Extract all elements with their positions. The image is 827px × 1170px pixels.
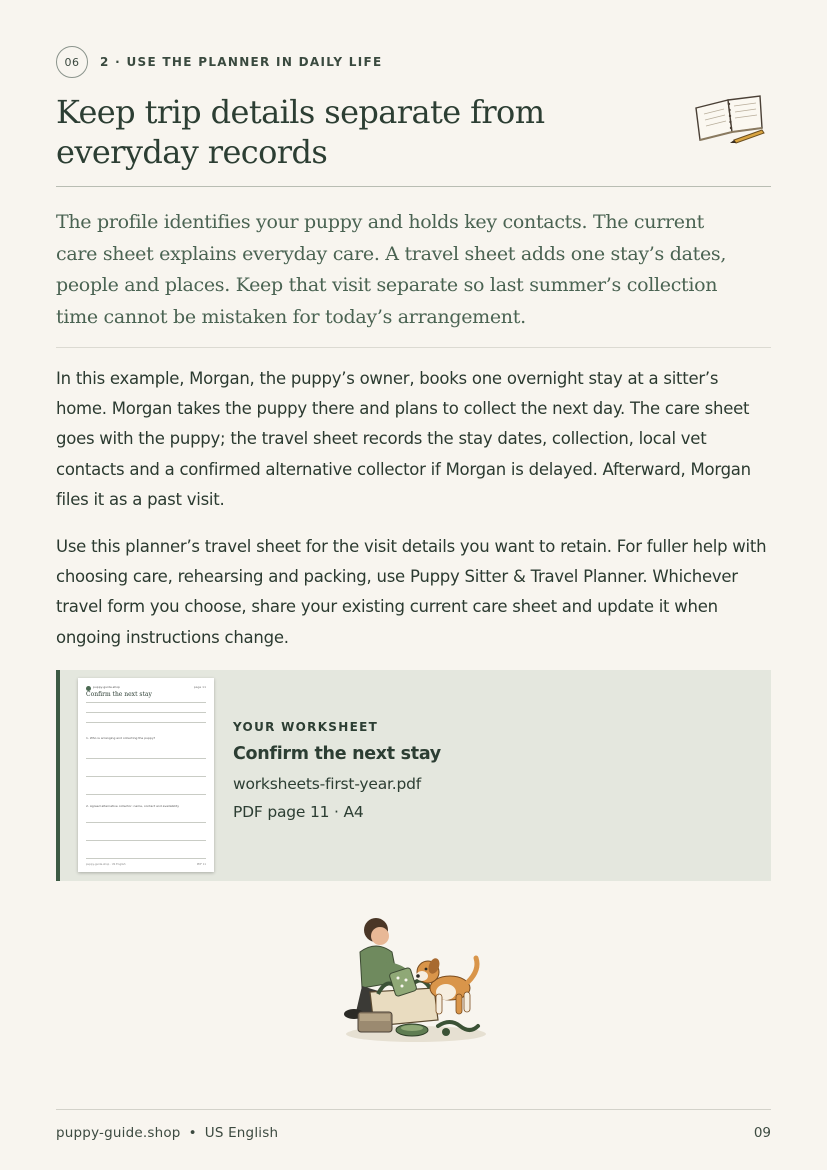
body-paragraph-example: In this example, Morgan, the puppy’s owner, books one overnight stay at a sitter’s home. Morgan takes the puppy there and plans to collect the next day. The care sheet goes with the puppy; the travel sheet records the stay dates, collection, local vet contacts and a confirmed alternative collector if Morgan is delayed. Afterward, Morgan files it as a past visit. (56, 369, 751, 509)
thumbnail-rule (86, 822, 206, 823)
thumbnail-rule (86, 776, 206, 777)
notebook-pencil-icon (690, 88, 770, 146)
thumbnail-rule (86, 722, 206, 723)
lead-paragraph: The profile identifies your puppy and holds key contacts. The current care sheet explains everyday care. A travel sheet adds one stay’s dates, people and places. Keep that visit separate so last summer’s collection time cannot be mistaken for today’s arrangement. (56, 211, 727, 328)
footer-site: puppy-guide.shop (56, 1125, 181, 1141)
section-label: 2 · USE THE PLANNER IN DAILY LIFE (100, 55, 383, 69)
footer-language: US English (204, 1125, 279, 1141)
thumbnail-rule (86, 858, 206, 859)
title-divider (56, 186, 771, 187)
section-number-badge: 06 (56, 46, 88, 78)
footer-info (56, 1125, 278, 1141)
thumbnail-rule (86, 840, 206, 841)
thumbnail-rule (86, 712, 206, 713)
footer-separator: • (188, 1125, 197, 1141)
footer-divider (56, 1109, 771, 1110)
thumbnail-rule (86, 758, 206, 759)
page-title: Keep trip details separate from everyday records (56, 93, 545, 171)
thumbnail-page-label: page 11 (193, 685, 206, 689)
thumbnail-title: Confirm the next stay (86, 691, 152, 698)
person-packing-bag-with-puppy-illustration (338, 908, 488, 1044)
worksheet-card[interactable] (56, 670, 771, 881)
body-paragraph-usage: Use this planner’s travel sheet for the visit details you want to retain. For fuller help with choosing care, rehearsing and packing, use Puppy Sitter & Travel Planner. Whichever travel form you choose, share your existing current care sheet and update it when ongoing instructions change. (56, 537, 767, 647)
section-header (56, 46, 383, 78)
thumbnail-rule (86, 794, 206, 795)
thumbnail-question-1: 1. Who is arranging and collecting the puppy? (86, 736, 156, 740)
worksheet-eyebrow: YOUR WORKSHEET (233, 720, 379, 734)
thumbnail-footer: puppy-guide.shop · US English (86, 863, 126, 866)
thumbnail-rule (86, 702, 206, 703)
worksheet-page-info: PDF page 11 · A4 (233, 803, 364, 821)
page-number: 09 (753, 1125, 771, 1141)
worksheet-file-name: worksheets-first-year.pdf (233, 775, 422, 793)
lead-divider (56, 347, 771, 348)
thumbnail-footer-page: PDF 11 (196, 863, 206, 866)
thumbnail-brand: puppy-guide.shop (93, 685, 120, 689)
worksheet-card-text (233, 720, 441, 821)
worksheet-thumbnail[interactable] (78, 678, 214, 872)
thumbnail-question-2: 2. Agreed alternative collector: name, contact and availability (86, 804, 179, 808)
worksheet-title: Confirm the next stay (233, 744, 441, 764)
